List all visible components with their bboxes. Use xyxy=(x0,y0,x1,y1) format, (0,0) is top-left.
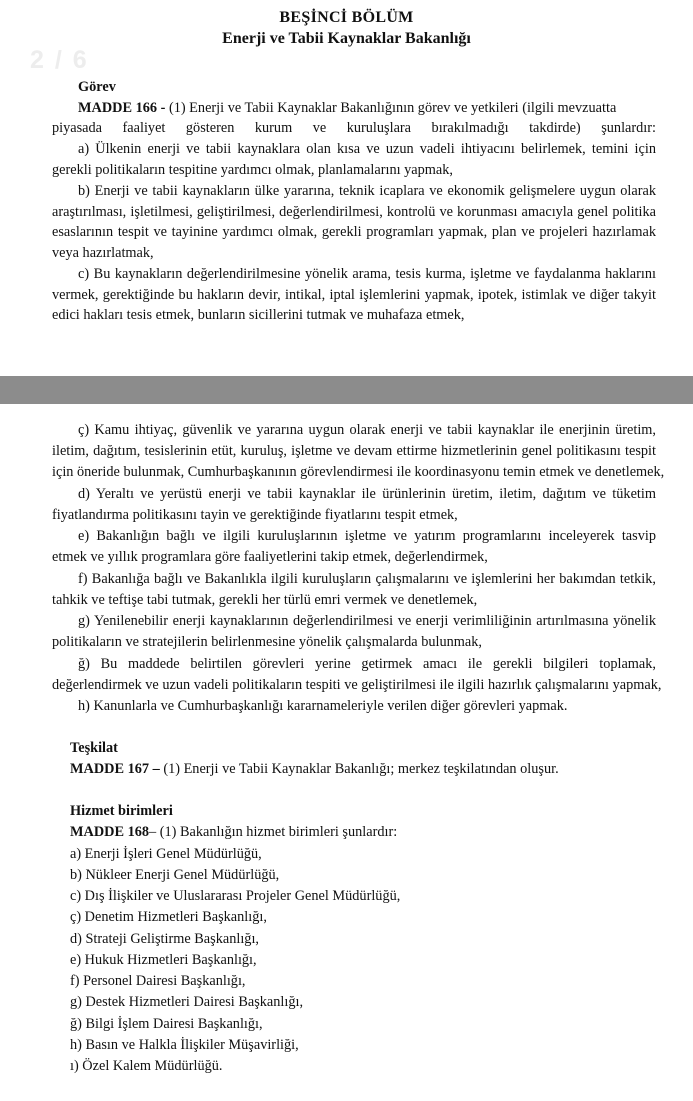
paragraph-line: esaslarının tespit ve tayinine yardımcı olmak, gerekli programları yapmak, plan ve projeleri hazırlamak xyxy=(52,224,656,240)
page-indicator: 2 / 6 xyxy=(30,46,89,74)
document-page-2 xyxy=(0,404,693,1101)
paragraph-line: değerlendirmek ve uzun vadeli politikaların tespiti ve geliştirilmesi ile ilgili hazırlık çalışmalarını yapmak, xyxy=(52,677,662,693)
list-item: ç) Denetim Hizmetleri Başkanlığı, xyxy=(70,909,267,925)
article-168-label: MADDE 168 xyxy=(70,824,150,840)
list-item: g) Destek Hizmetleri Dairesi Başkanlığı, xyxy=(70,994,304,1010)
chapter-title: BEŞİNCİ BÖLÜM xyxy=(279,9,414,26)
section-heading-gorev: Görev xyxy=(78,79,116,95)
list-item: d) Strateji Geliştirme Başkanlığı, xyxy=(70,931,260,947)
list-item: b) Nükleer Enerji Genel Müdürlüğü, xyxy=(70,867,280,883)
article-168-text: – (1) Bakanlığın hizmet birimleri şunlardır: xyxy=(149,824,398,840)
paragraph-line: tahkik ve teftişe tabi tutmak, gerekli her türlü emri vermek ve denetlemek, xyxy=(52,592,478,608)
paragraph-line: gerekli politikaların tespitine yardımcı olmak, planlamalarını yapmak, xyxy=(52,162,453,178)
paragraph-line: (1) Enerji ve Tabii Kaynaklar Bakanlığının görev ve yetkileri (ilgili mevzuatta xyxy=(168,100,617,116)
list-item: e) Hukuk Hizmetleri Başkanlığı, xyxy=(70,952,257,968)
list-item: f) Personel Dairesi Başkanlığı, xyxy=(70,973,246,989)
paragraph-line: d) Yeraltı ve yerüstü enerji ve tabii kaynaklar ile ürünlerinin üretim, iletim, dağıtım ve tüketim xyxy=(78,486,656,502)
paragraph-line: politikaların ve stratejilerin belirlenmesine yönelik çalışmalarda bulunmak, xyxy=(52,634,482,650)
section-heading-hizmet-birimleri: Hizmet birimleri xyxy=(70,803,173,819)
paragraph-line: f) Bakanlığa bağlı ve Bakanlıkla ilgili kuruluşların çalışmalarını ve işlemlerini her bakımdan tetkik, xyxy=(78,571,656,587)
paragraph-line: fiyatlandırma politikasını tayin ve gerektiğinde fiyatlarını tespit etmek, xyxy=(52,507,458,523)
list-item: ğ) Bilgi İşlem Dairesi Başkanlığı, xyxy=(70,1016,263,1032)
paragraph-line: a) Ülkenin enerji ve tabii kaynaklara olan kısa ve uzun vadeli ihtiyacını belirlemek, temini için xyxy=(78,141,656,157)
document-page-1 xyxy=(0,0,693,376)
article-166-label: MADDE 166 - xyxy=(78,100,166,116)
paragraph-line: g) Yenilenebilir enerji kaynaklarının değerlendirilmesi ve enerji verimliliğinin artırılmasına yönelik xyxy=(78,613,656,629)
paragraph-line: araştırılması, işletilmesi, geliştirilmesi, değerlendirilmesi, kontrolü ve korunması amacıyla genel politika xyxy=(52,204,656,220)
paragraph-line: etmek ve yıllık programlara göre faaliyetlerini takip etmek, değerlendirmek, xyxy=(52,549,488,565)
article-167-text: (1) Enerji ve Tabii Kaynaklar Bakanlığı; merkez teşkilatından oluşur. xyxy=(163,761,559,777)
paragraph-line: ç) Kamu ihtiyaç, güvenlik ve yararına uygun olarak enerji ve tabii kaynaklar ile enerjinin üretim, xyxy=(78,422,656,438)
list-item: h) Basın ve Halkla İlişkiler Müşavirliği, xyxy=(70,1037,299,1053)
list-item: ı) Özel Kalem Müdürlüğü. xyxy=(70,1058,223,1074)
article-168-line xyxy=(70,822,397,842)
paragraph-line: b) Enerji ve tabii kaynakların ülke yararına, teknik icaplara ve ekonomik gelişmelere uygun olarak xyxy=(78,183,656,199)
page-separator xyxy=(0,376,693,404)
chapter-subtitle: Enerji ve Tabii Kaynaklar Bakanlığı xyxy=(222,30,471,47)
paragraph-line: için öneride bulunmak, Cumhurbaşkanının görevlendirmesi ile koordinasyonu temin etmek ve denetlemek, xyxy=(52,464,665,480)
article-167-label: MADDE 167 – xyxy=(70,761,160,777)
paragraph-line: veya hazırlatmak, xyxy=(52,245,154,261)
list-item: a) Enerji İşleri Genel Müdürlüğü, xyxy=(70,846,262,862)
paragraph-line: ğ) Bu maddede belirtilen görevleri yerine getirmek amacı ile gerekli bilgileri toplamak, xyxy=(78,656,656,672)
article-166-first-line xyxy=(78,98,656,118)
paragraph-line: iletim, dağıtım, tesislerinin etüt, kuruluş, işletme ve devam ettirme hizmetlerinin genel politikasını tespit xyxy=(52,443,656,459)
paragraph-line: piyasada faaliyet gösteren kurum ve kuruluşlara bırakılmadığı takdirde) şunlardır: xyxy=(52,120,656,136)
section-heading-teskilat: Teşkilat xyxy=(70,740,118,756)
paragraph-line: vermek, gerektiğinde bu hakların devir, intikal, iptal işlemlerini yapmak, ipotek, istimlak ve diğer takyit xyxy=(52,287,656,303)
paragraph-line: e) Bakanlığın bağlı ve ilgili kuruluşlarının işletme ve yatırım programlarını inceleyerek tasvip xyxy=(78,528,656,544)
paragraph-line: edici hakları tesis etmek, bunların sicillerini tutmak ve muhafaza etmek, xyxy=(52,307,465,323)
article-167-line xyxy=(70,759,559,779)
paragraph-line: c) Bu kaynakların değerlendirilmesine yönelik arama, tesis kurma, işletme ve faydalanma haklarını xyxy=(78,266,656,282)
paragraph-line: h) Kanunlarla ve Cumhurbaşkanlığı kararnameleriyle verilen diğer görevleri yapmak. xyxy=(78,698,568,714)
list-item: c) Dış İlişkiler ve Uluslararası Projeler Genel Müdürlüğü, xyxy=(70,888,401,904)
